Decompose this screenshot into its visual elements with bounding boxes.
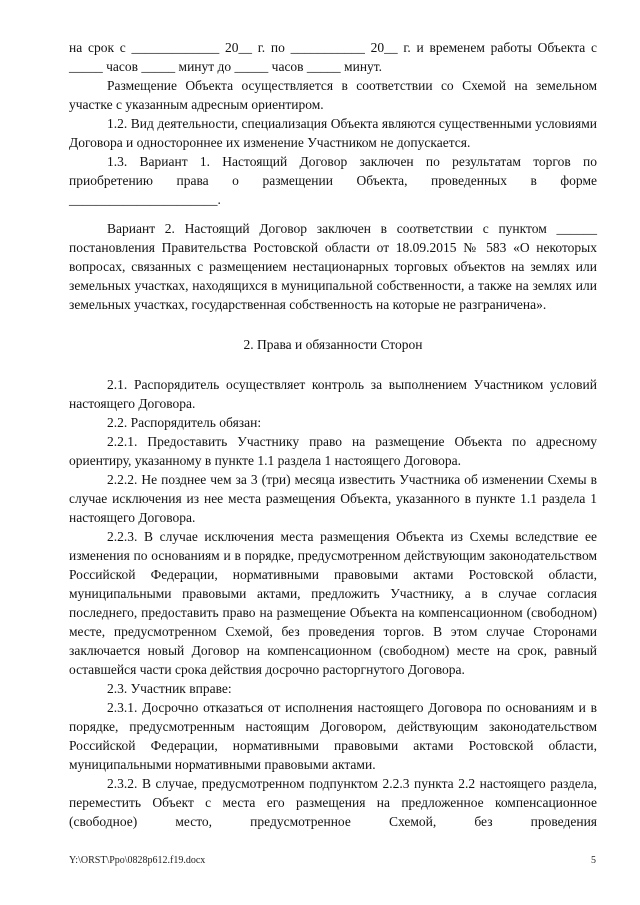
paragraph-1-2: 1.2. Вид деятельности, специализация Объекта являются существенными условиями Договора и одностороннее их изменение Участником не допускается. <box>69 116 597 150</box>
paragraph-1-3: 1.3. Вариант 1. Настоящий Договор заключен по результатам торгов по приобретению права о размещении Объекта, проведенных в форме ______________________. <box>69 154 597 207</box>
section-heading: 2. Права и обязанности Сторон <box>243 337 423 352</box>
paragraph-2-2-1: 2.2.1. Предоставить Участнику право на размещение Объекта по адресному ориентиру, указанному в пункте 1.1 раздела 1 настоящего Договора. <box>69 434 597 468</box>
paragraph-term: на срок с _____________ 20__ г. по ___________ 20__ г. и временем работы Объекта с _____ часов _____ минут до _____ часов _____ минут. <box>69 40 597 74</box>
document-page <box>69 38 597 831</box>
paragraph-2-3: 2.3. Участник вправе: <box>107 681 232 696</box>
paragraph-2-2-2: 2.2.2. Не позднее чем за 3 (три) месяца известить Участника об изменении Схемы в случае исключения из нее места размещения Объекта, указанного в пункте 1.1 раздела 1 настоящего Договора. <box>69 472 597 525</box>
paragraph-2-3-2: 2.3.2. В случае, предусмотренном подпунктом 2.2.3 пункта 2.2 настоящего раздела, переместить Объект с места его размещения на предложенное компенсационное (свободное) место, предусмотренное Схемой, без проведения <box>69 776 597 829</box>
footer-file-path: Y:\ORST\Ppo\0828p612.f19.docx <box>69 855 206 866</box>
paragraph-2-1: 2.1. Распорядитель осуществляет контроль за выполнением Участником условий настоящего Договора. <box>69 377 597 411</box>
footer-page-number: 5 <box>591 855 596 866</box>
paragraph-2-2: 2.2. Распорядитель обязан: <box>107 415 262 430</box>
paragraph-2-2-3: 2.2.3. В случае исключения места размещения Объекта из Схемы вследствие ее изменения по основаниям и в порядке, предусмотренном действующим законодательством Российской Федерации, нормативными правовыми актами Ростовской области, муниципальными правовыми актами, предложить Участнику, а в случае согласия последнего, предоставить право на размещение Объекта на компенсационном (свободном) месте, предусмотренном Схемой, без проведения торгов. В этом случае Сторонами заключается новый Договор на компенсационном (свободном) месте на срок, равный оставшейся части срока действия досрочно расторгнутого Договора. <box>69 529 597 677</box>
paragraph-2-3-1: 2.3.1. Досрочно отказаться от исполнения настоящего Договора по основаниям и в порядке, предусмотренным настоящим Договором, действующим законодательством Российской Федерации, нормативными правовыми актами Ростовской области, муниципальными нормативными правовыми актами. <box>69 700 597 772</box>
spacer <box>69 209 597 219</box>
paragraph-variant-2: Вариант 2. Настоящий Договор заключен в соответствии с пунктом ______ постановления Правительства Ростовской области от 18.09.2015 № 583 «О некоторых вопросах, связанных с размещением нестационарных торговых объектов на землях или земельных участках, находящихся в муниципальной собственности, а также на землях или земельных участках, государственная собственность на которые не разграничена». <box>69 221 597 312</box>
paragraph-placement: Размещение Объекта осуществляется в соответствии со Схемой на земельном участке с указанным адресным ориентиром. <box>69 78 597 112</box>
